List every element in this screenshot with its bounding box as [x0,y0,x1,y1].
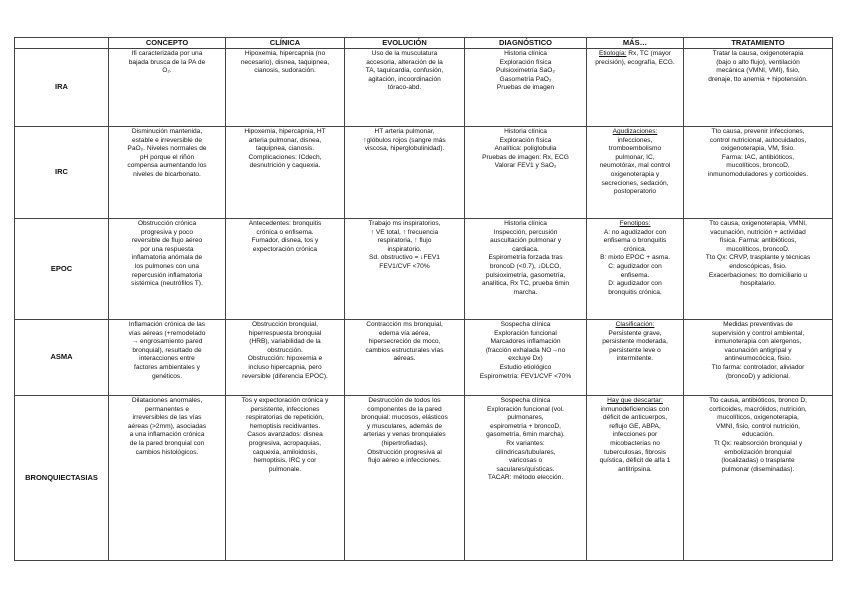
cell-line: mucolíticos, broncoD, [726,162,790,170]
cell-line: enfisema. [620,271,650,279]
cell-line: excluye Dx) [508,355,543,363]
cell-line: compensa aumentando los [127,162,207,170]
cell-line: Etiología: Rx, TC (mayor [598,50,672,57]
cell-evolucion [345,49,465,127]
cell-line: Tto farma: controlador, aliviador [711,363,805,371]
cell-line: Espirometría: FEV1/CVF <70% [479,372,572,380]
cell-concepto [109,127,226,219]
cell-line: precisión), ecografía, ECG. [595,58,675,66]
cell-line: enfisema o bronquitis [603,237,667,245]
cell-line: Persistente grave, [608,329,662,337]
cell-line: persistente leve o [609,346,661,354]
cell-line: (localizadas) o trasplante [721,457,795,465]
cell-line: edema vía aérea, [378,329,431,337]
cell-line: Pruebas de imagen: Rx, ECG [482,153,569,161]
cell-clinica [226,127,345,219]
cell-line: A: no agudizador con [603,228,667,236]
header-row [15,38,833,49]
cell-line: Antecedentes: bronquitis [248,220,322,227]
cell-line: tuberculosas, fibrosis [604,448,666,456]
cell-line: Destrucción de todos los [368,397,441,404]
cell-line: genéticos. [151,372,183,380]
cell-line: a una inflamación crónica [129,431,205,439]
cell-diagnostico [465,396,587,561]
header-cell-0 [15,38,109,49]
cell-line: Dilataciones anormales, [131,397,203,404]
cell-line: Obstrucción progresiva al [367,448,442,456]
cell-line: Tto causa, antibióticos, bronco D, [709,397,807,404]
cell-line: educación. [742,431,774,439]
cell-line: agitación, incoordinación [368,75,441,83]
cell-line: hiperrespuesta bronquial [248,329,322,337]
cell-concepto [109,396,226,561]
cell-mas [587,320,684,396]
cell-concepto [109,320,226,396]
cell-line: Fenotipos: [619,220,651,227]
cell-line: pulsioximetría, gasometría, [485,271,566,279]
cell-tratamiento [684,396,833,561]
header-cell-tratamiento: TRATAMIENTO [684,38,833,49]
cell-line: espirometría + broncoD, [490,422,561,430]
cell-line: embolización bronquial [724,448,792,456]
cell-line: supervisión y control ambiental, [711,329,805,337]
cell-line: cianosis, sudoración. [254,67,316,75]
cell-line: Pulsioximetría SaO₂ [496,67,555,75]
cell-line: Historia clínica [504,220,547,227]
cell-line: Exploración física [499,136,552,144]
cell-line: tóraco-abd. [387,84,422,92]
cell-line: componentes de la pared [367,405,442,413]
cell-evolucion [345,219,465,320]
cell-line: expectoración crónica [252,245,318,253]
cell-line: Fumador, disnea, tos y [251,237,319,245]
cell-line: secreciones, sedación, [601,179,669,187]
cell-line: TACAR: método elección. [487,474,564,482]
cell-line: vías aéreas (+remodelado [128,329,206,337]
cell-line: control nutricional, autocuidados, [709,136,807,144]
cell-line: varicosas o [508,457,543,465]
cell-diagnostico [465,320,587,396]
cell-line: pulmonale. [268,465,302,473]
cell-line: caquexia, amiloidosis, [252,448,318,456]
cell-line: reflujo GE, ABPA, [609,422,661,430]
cell-line: gasometría, 6min marcha). [486,431,565,439]
cell-line: Exacerbaciones: tto domiciliario u [708,271,808,279]
cell-line: cambios histológicos. [135,448,199,456]
cell-line: Tto causa, oxigenoterapia, VMNI, [709,220,807,227]
cell-line: Historia clínica [504,128,547,135]
cell-line: inflamatoria anómala de [131,254,203,262]
header-cell-mas: MÁS… [587,38,684,49]
cell-line: inspiratorio. [387,245,422,253]
cell-line: necesario), disnea, taquipnea, [240,58,330,66]
cell-line: física. Farma: antibióticos, [719,237,797,245]
cell-line: factores ambientales y [134,363,200,371]
cell-tratamiento [684,49,833,127]
cell-line: cambios estructurales vías [365,346,444,354]
cell-clinica [226,396,345,561]
cell-line: Obstrucción bronquial, [252,321,318,328]
cell-line: auscultación pulmonar y [489,237,562,245]
cell-line: progresiva y poco [140,228,194,236]
cell-line: Sd. obstructivo = ↓FEV1 [369,254,440,262]
cell-line: (broncoD) y adicional. [725,372,791,380]
header-cell-clinica: CLÍNICA [226,38,345,49]
cell-line: Tto causa, prevenir infecciones, [711,128,805,135]
cell-line: pulmonar (diseminadas). [721,465,795,473]
cell-line: D: agudizador con [608,280,662,288]
cell-line: TA, taquicardia, confusión, [365,67,444,75]
cell-line: antitripsina. [618,465,652,473]
cell-line: tromboembolismo [608,145,662,153]
cell-line: vacunación, nutrición + actividad [710,228,806,236]
cell-line: reversible (diferencia EPOC). [242,372,328,380]
cell-line: progresiva, acropaquias, [248,439,322,447]
cell-line: aéreas (>2mm), asociadas [127,422,207,430]
cell-clinica [226,49,345,127]
cell-line: ↑ VE total, ↑ frecuencia [370,228,439,236]
medical-summary-table [14,37,833,561]
cell-diagnostico [465,127,587,219]
cell-line: Trabajo ms inspiratorios, [368,220,441,227]
cell-line: Espirometría forzada tras [488,254,563,262]
cell-line: crónica o enfisema. [256,228,314,236]
cell-line: Pruebas de imagen [496,84,555,92]
cell-line: pulmonares, [507,414,544,422]
cell-diagnostico [465,49,587,127]
cell-line: corticoides, macrólidos, nutrición, [709,405,807,413]
cell-evolucion [345,127,465,219]
cell-line: O₂. [162,67,172,75]
cell-line: Marcadores inflamación [490,338,561,346]
cell-mas [587,396,684,561]
cell-line: los pulmones con una [134,262,200,270]
cell-line: saculares/quísticas. [496,465,555,473]
cell-line: hemoptisis, IRC y cor [253,457,317,465]
cell-clinica [226,320,345,396]
cell-tratamiento [684,320,833,396]
cell-line: Exploración funcional (vol. [487,405,564,413]
table-row [15,219,833,320]
cell-clinica [226,219,345,320]
cell-line: Hipoxemia, hipercapnia (no [244,50,326,57]
cell-line: inmunoterapia con alergenos, [714,338,802,346]
cell-line: oxigenoterapia y [610,170,660,178]
cell-line: permanentes e [145,405,189,413]
cell-line: Sospecha clínica [500,397,551,404]
cell-line: ↑glóbulos rojos (sangre más [363,136,446,144]
cell-line: FEV1/CVF <70% [379,262,430,270]
cell-concepto [109,219,226,320]
cell-line: Contracción ms bronquial, [366,321,443,328]
table-row [15,127,833,219]
cell-mas [587,49,684,127]
cell-line: marcha. [513,288,538,296]
cell-line: cilíndricas/tubulares, [495,448,556,456]
cell-line: Tratar la causa, oxigenoterapia [712,50,804,57]
table-row [15,396,833,561]
cell-line: respiratoria, ↑ flujo [377,237,432,245]
cell-line: por una respuesta [140,245,194,253]
cell-line: HT arteria pulmonar, [374,128,435,135]
cell-line: vacunación antigripal y [724,346,792,354]
cell-line: Hay que descartar: [607,397,663,404]
cell-line: (fracción exhalada NO→no [485,346,566,354]
table-row [15,320,833,396]
cell-line: interacciones entre [139,355,195,363]
cell-line: Casos avanzados: disnea [247,431,323,439]
cell-line: Obstrucción crónica [137,220,197,227]
cell-line: de la pared bronquial con [129,439,205,447]
cell-line: antineumocócica, fisio. [724,355,792,363]
header-cell-diagnostico: DIAGNÓSTICO [465,38,587,49]
cell-line: mucolíticos, oxigenoterapia, [717,414,799,422]
cell-line: inmunomoduladores y corticoides. [707,170,809,178]
cell-line: infecciones, [617,136,653,144]
cell-tratamiento [684,219,833,320]
cell-line: Uso de la musculatura [371,50,438,57]
cell-line: neumotórax, mal control [599,162,671,170]
cell-line: B: mixto EPOC + asma. [600,254,670,262]
cell-tratamiento [684,127,833,219]
cell-concepto [109,49,226,127]
cell-line: incluso hipercapnia, pero [248,363,322,371]
cell-line: VMNI, fisio, control nutrición, [716,422,800,430]
cell-line: mecánica (VMNI, VMI), fisio, [716,67,800,75]
cell-line: (HRB), variabilidad de la [249,338,321,346]
row-header-irc: IRC [15,127,109,219]
cell-line: Complicaciones: ICdech, [248,153,322,161]
cell-line: Obstrucción: hipoxemia e [247,355,323,363]
header-cell-evolucion: EVOLUCIÓN [345,38,465,49]
cell-evolucion [345,396,465,561]
cell-line: respiratorias de repetición, [246,414,324,422]
cell-line: analítica, Rx TC, prueba 6min [481,280,570,288]
row-header-epoc: EPOC [15,219,109,320]
cell-line: Farma: IAC, antibióticos, [721,153,795,161]
cell-line: hemoptisis recidivantes. [249,422,321,430]
cell-line: Gasometría PaO₂ [499,75,552,83]
table-row [15,49,833,127]
cell-line: (hipertrofiadas). [381,439,428,447]
cell-line: Rx variantes: [506,439,545,447]
cell-line: Estudio etiológico [499,363,552,371]
header-cell-concepto: CONCEPTO [109,38,226,49]
cell-mas [587,219,684,320]
cell-line: niveles de bicarbonato. [133,170,201,178]
cell-line: (bajo o alto flujo), ventilación [716,58,800,66]
cell-line: bronquial), resultado de [132,346,202,354]
row-header-bronquiectasias: BRONQUIECTASIAS [15,396,109,561]
cell-line: persistente, infecciones [250,405,320,413]
cell-mas [587,127,684,219]
cell-line: Exploración funcional [494,329,557,337]
cell-line: crónica. [623,245,647,253]
cell-line: endoscópicas, fisio. [729,262,787,270]
cell-line: Sospecha clínica [500,321,551,328]
cell-line: Tto Qx: CRVP, trasplante y técnicas [705,254,811,262]
cell-line: micobacterias no [610,439,660,447]
cell-line: Medidas preventivas de [723,321,793,328]
cell-line: aéreas. [393,355,416,363]
cell-line: pulmonar, IC, [615,153,655,161]
cell-line: mucolíticos, broncoD. [726,245,790,253]
cell-line: Tt Qx: reabsorción bronquial y [713,439,803,447]
cell-line: Inflamación crónica de las [128,321,206,328]
row-header-ira: IRA [15,49,109,127]
cell-line: viscosa, hiperglobulinidad). [364,145,445,153]
cell-line: Historia clínica [504,50,547,57]
cell-line: desnutrición y caquexia. [249,162,321,170]
cell-line: taquipnea, cianosis. [255,145,315,153]
cell-diagnostico [465,219,587,320]
cell-line: Analítica: poliglobulia [494,145,557,153]
cell-line: arteria pulmonar, disnea, [248,136,322,144]
cell-evolucion [345,320,465,396]
cell-line: sistémica (neutrófilos T). [131,280,203,288]
cell-line: cardiaca. [512,245,539,253]
cell-line: oxigenoterapia, VM, fisio. [720,145,796,153]
cell-line: arterias y venas bronquiales [363,431,446,439]
row-header-asma: ASMA [15,320,109,396]
cell-line: persistente moderada, [602,338,668,346]
cell-line: Clasificación: [615,321,655,328]
cell-line: bronquial: mucosos, elásticos [361,414,448,422]
cell-line: estable e irreversible de [131,136,202,144]
cell-line: bronquitis crónica. [608,288,662,296]
cell-line: obstrucción. [267,346,303,354]
cell-line: hospitalario. [740,280,776,288]
cell-line: bajada brusca de la PA de [128,58,206,66]
cell-line: postoperatorio [613,188,657,196]
cell-line: Valorar FEV1 y SaO₂ [494,162,557,170]
cell-line: Exploración física [499,58,552,66]
cell-line: déficit de anticuerpos, [602,414,668,422]
cell-line: quística, déficit de alfa 1 [599,457,671,465]
cell-line: Agudizaciones: [612,128,658,135]
cell-line: y musculares, además de [366,422,443,430]
cell-line: C: agudizador con [608,262,662,270]
cell-line: flujo aéreo e infecciones. [368,457,441,465]
cell-line: hipersecreción de moco, [368,338,441,346]
cell-line: repercusión inflamatoria [131,271,203,279]
cell-line: Hipoxemia, hipercapnia, HT [244,128,326,135]
cell-line: accesoria, alteración de la [366,58,443,66]
cell-line: irreversibles de las vías [132,414,202,422]
cell-line: → engrosamiento pared [131,338,203,346]
cell-line: inmunodeficiencias con [600,405,670,413]
cell-line: infecciones por [612,431,658,439]
cell-line: PaO₂. Niveles normales de [127,145,207,153]
cell-line: Ifi caracterizada por una [131,50,203,57]
cell-line: Tos y expectoración crónica y [241,397,329,404]
cell-line: broncoD (<0.7), ↓DLCO, [489,262,562,270]
cell-line: Inspección, percusión [493,228,558,236]
cell-line: drenaje, tto anemia + hipotensión. [708,75,808,83]
cell-line: Disminución mantenida, [131,128,203,135]
cell-line: intermitente. [616,355,654,363]
cell-line: reversible de flujo aéreo [131,237,203,245]
cell-line: pH porque el riñón [139,153,195,161]
